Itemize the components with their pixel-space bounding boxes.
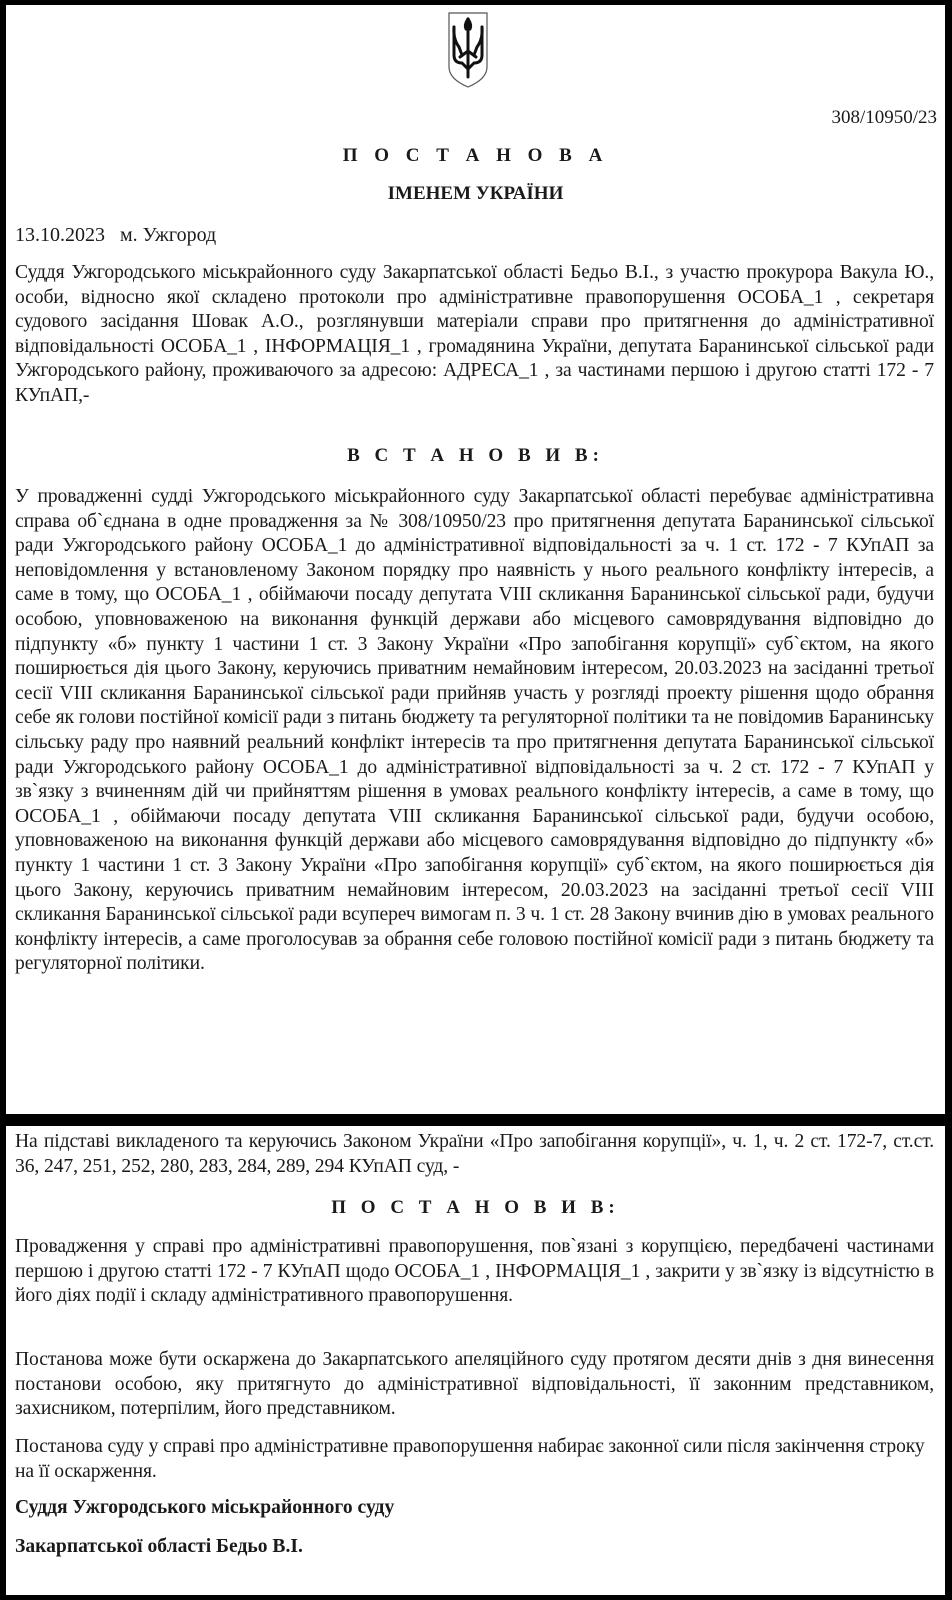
signature-line-1: Суддя Ужгородського міськрайонного суду <box>15 1497 395 1518</box>
document-page-bottom <box>6 1126 945 1595</box>
document-page-top <box>6 5 945 1114</box>
established-paragraph: У провадженні судді Ужгородського міськрайонного суду Закарпатської області перебуває адміністративна справа об`єднана в одне провадження за № 308/10950/23 про притягнення депутата Баранинської сільської ради Ужгородського району ОСОБА_1 до адміністративної відповідальності за ч. 1 ст. 172 - 7 КУпАП за неповідомлення у встановленому Законом порядку про наявність у нього реального конфлікту інтересів, а саме в тому, що ОСОБА_1 , обіймаючи посаду депутата VIII скликання Баранинської сільської ради, будучи особою, уповноваженою на виконання функцій держави або місцевого самоврядування відповідно до підпункту «б» пункту 1 частини 1 ст. 3 Закону України «Про запобігання корупції» суб`єктом, на якого поширюється дія цього Закону, керуючись приватним немайновим інтересом, 20.03.2023 на засіданні третьої сесії VIII скликання Баранинської сільської ради прийняв участь у розгляді проекту рішення щодо обрання себе як голови постійної комісії ради з питань бюджету та регуляторної політики та не повідомив Баранинську сільську раду про наявний реальний конфлікт інтересів та про притягнення депутата Баранинської сільської ради Ужгородського району ОСОБА_1 до адміністративної відповідальності за ч. 2 ст. 172 - 7 КУпАП у зв`язку з вчиненням дій чи прийняттям рішення в умовах реального конфлікту інтересів, а саме в тому, що ОСОБА_1 , обіймаючи посаду депутата VIII скликання Баранинської сільської ради, будучи особою, уповноваженою на виконання функцій держави або місцевого самоврядування відповідно до підпункту «б» пункту 1 частини 1 ст. 3 Закону України «Про запобігання корупції» суб`єктом, на якого поширюється дія цього Закону, керуючись приватним немайновим інтересом, 20.03.2023 на засіданні третьої сесії VIII скликання Баранинської сільської ради всупереч вимогам п. 3 ч. 1 ст. 28 Закону вчинив дію в умовах реального конфлікту інтересів, а саме проголосував за обрання себе головою постійної комісії ради з питань бюджету та регуляторної політики. <box>15 486 934 975</box>
document-subtitle: ІМЕНЕМ УКРАЇНИ <box>387 183 564 204</box>
resolved-heading: П О С Т А Н О В И В: <box>331 1197 620 1218</box>
signature-line-2: Закарпатської області Бедьо В.І. <box>15 1536 303 1557</box>
date-place: 13.10.2023 м. Ужгород <box>15 224 217 246</box>
appeal-paragraph: Постанова може бути оскаржена до Закарпатського апеляційного суду протягом десяти днів з дня винесення постанови особою, яку притягнуто до адміністративної відповідальності, її законним представником, захисником, потерпілим, його представником. <box>15 1349 934 1419</box>
established-heading: В С Т А Н О В И В: <box>347 445 604 466</box>
case-number: 308/10950/23 <box>831 107 937 128</box>
coat-of-arms-icon <box>447 11 489 89</box>
document-title: П О С Т А Н О В А <box>342 145 609 166</box>
intro-paragraph: Суддя Ужгородського міськрайонного суду Закарпатської області Бедьо В.І., з участю прокурора Вакула Ю., особи, відносно якої складено протоколи про адміністративне правопорушення ОСОБА_1 , секретаря судового засідання Шовак А.О., розглянувши матеріали справи про притягнення до адміністративної відповідальності ОСОБА_1 , ІНФОРМАЦІЯ_1 , громадянина України, депутата Баранинської сільської ради Ужгородського району, проживаючого за адресою: АДРЕСА_1 , за частинами першою і другою статті 172 - 7 КУпАП,- <box>15 262 934 406</box>
decision-paragraph: Провадження у справі про адміністративні правопорушення, пов`язані з корупцією, передбачені частинами першою і другою статті 172 - 7 КУпАП щодо ОСОБА_1 , ІНФОРМАЦІЯ_1 , закрити у зв`язку із відсутністю в його діях події і складу адміністративного правопорушення. <box>15 1236 934 1306</box>
effect-paragraph: Постанова суду у справі про адміністративне правопорушення набирає законної сили після закінчення строку на її оскарження. <box>15 1436 925 1482</box>
basis-paragraph: На підставі викладеного та керуючись Законом України «Про запобігання корупції», ч. 1, ч. 2 ст. 172-7, ст.ст. 36, 247, 251, 252, 280, 283, 284, 289, 294 КУпАП суд, - <box>15 1131 934 1177</box>
